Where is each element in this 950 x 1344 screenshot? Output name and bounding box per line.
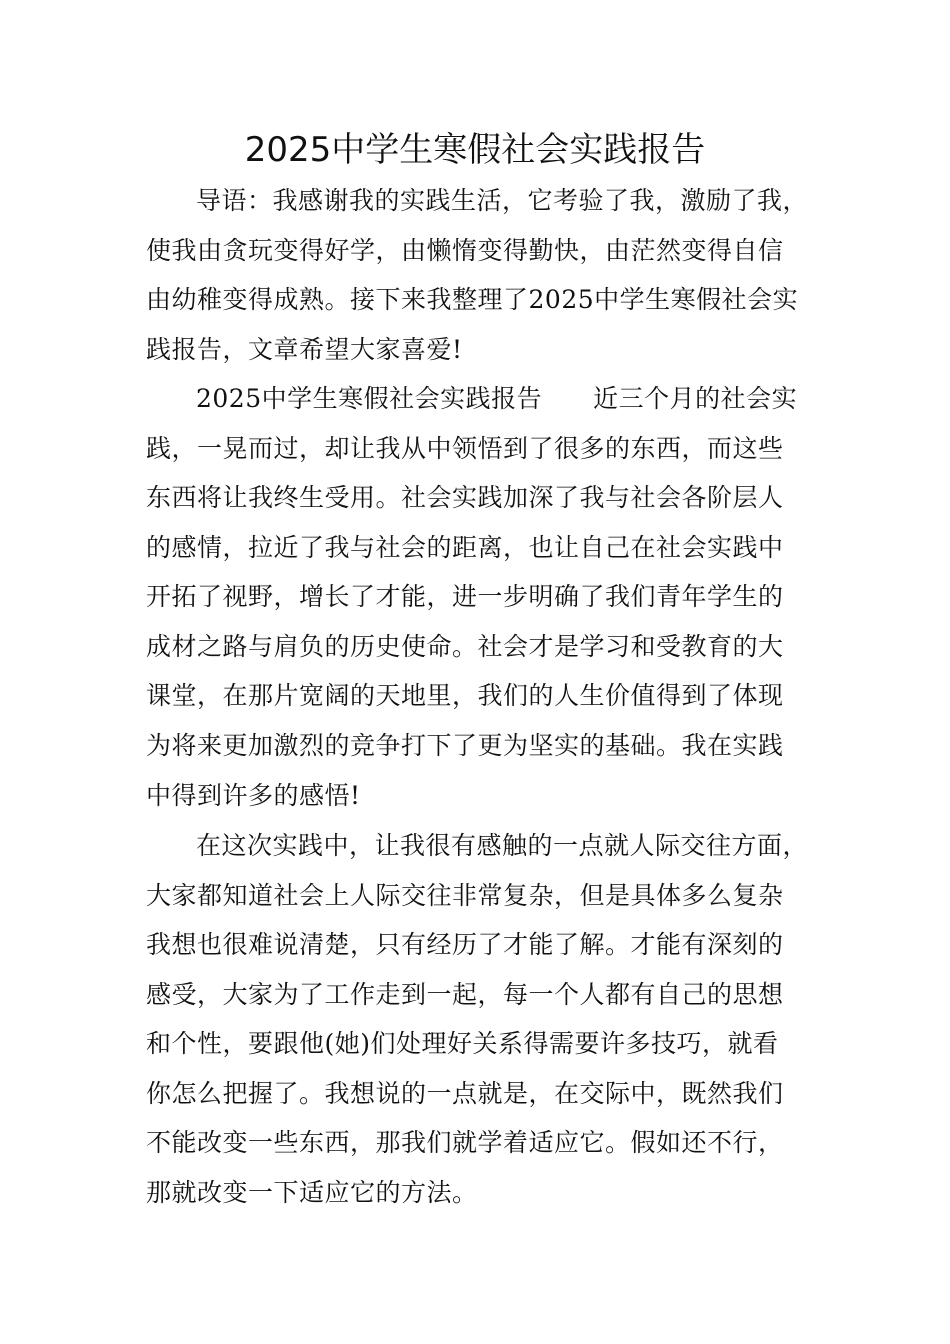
paragraph-1-line-1: 导语：我感谢我的实践生活，它考验了我，激励了我， <box>196 186 809 215</box>
paragraph-2-line-5: 开拓了视野，增长了才能，进一步明确了我们青年学生的 <box>146 582 784 611</box>
paragraph-2-line-8: 为将来更加激烈的竞争打下了更为坚实的基础。我在实践 <box>146 731 784 760</box>
paragraph-3-line-8: 那就改变一下适应它的方法。 <box>146 1178 478 1207</box>
paragraph-3-line-7: 不能改变一些东西，那我们就学着适应它。假如还不行， <box>146 1128 784 1157</box>
paragraph-2-line-2: 践，一晃而过，却让我从中领悟到了很多的东西，而这些 <box>146 434 784 463</box>
paragraph-3-line-3: 我想也很难说清楚，只有经历了才能了解。才能有深刻的 <box>146 930 784 959</box>
paragraph-1-line-4: 践报告，文章希望大家喜爱! <box>146 335 463 364</box>
paragraph-1-line-3: 由幼稚变得成熟。接下来我整理了2025中学生寒假社会实 <box>146 285 799 314</box>
paragraph-3-line-4: 感受，大家为了工作走到一起，每一个人都有自己的思想 <box>146 980 784 1009</box>
paragraph-3-line-2: 大家都知道社会上人际交往非常复杂，但是具体多么复杂 <box>146 881 784 910</box>
paragraph-3-line-1: 在这次实践中，让我很有感触的一点就人际交往方面， <box>196 831 809 860</box>
paragraph-2-line-7: 课堂，在那片宽阔的天地里，我们的人生价值得到了体现 <box>146 681 784 710</box>
paragraph-3-line-6: 你怎么把握了。我想说的一点就是，在交际中，既然我们 <box>146 1079 784 1108</box>
paragraph-2-line-6: 成材之路与肩负的历史使命。社会才是学习和受教育的大 <box>146 632 784 661</box>
document-title: 2025中学生寒假社会实践报告 <box>244 130 706 170</box>
paragraph-2-line-1: 2025中学生寒假社会实践报告 近三个月的社会实 <box>196 384 798 413</box>
paragraph-1-line-2: 使我由贪玩变得好学，由懒惰变得勤快，由茫然变得自信 <box>146 236 784 265</box>
paragraph-2-line-3: 东西将让我终生受用。社会实践加深了我与社会各阶层人 <box>146 483 784 512</box>
paragraph-3-line-5: 和个性，要跟他(她)们处理好关系得需要许多技巧，就看 <box>146 1029 779 1058</box>
paragraph-2-line-9: 中得到许多的感悟! <box>146 781 361 810</box>
paragraph-2-line-4: 的感情，拉近了我与社会的距离，也让自己在社会实践中 <box>146 533 784 562</box>
